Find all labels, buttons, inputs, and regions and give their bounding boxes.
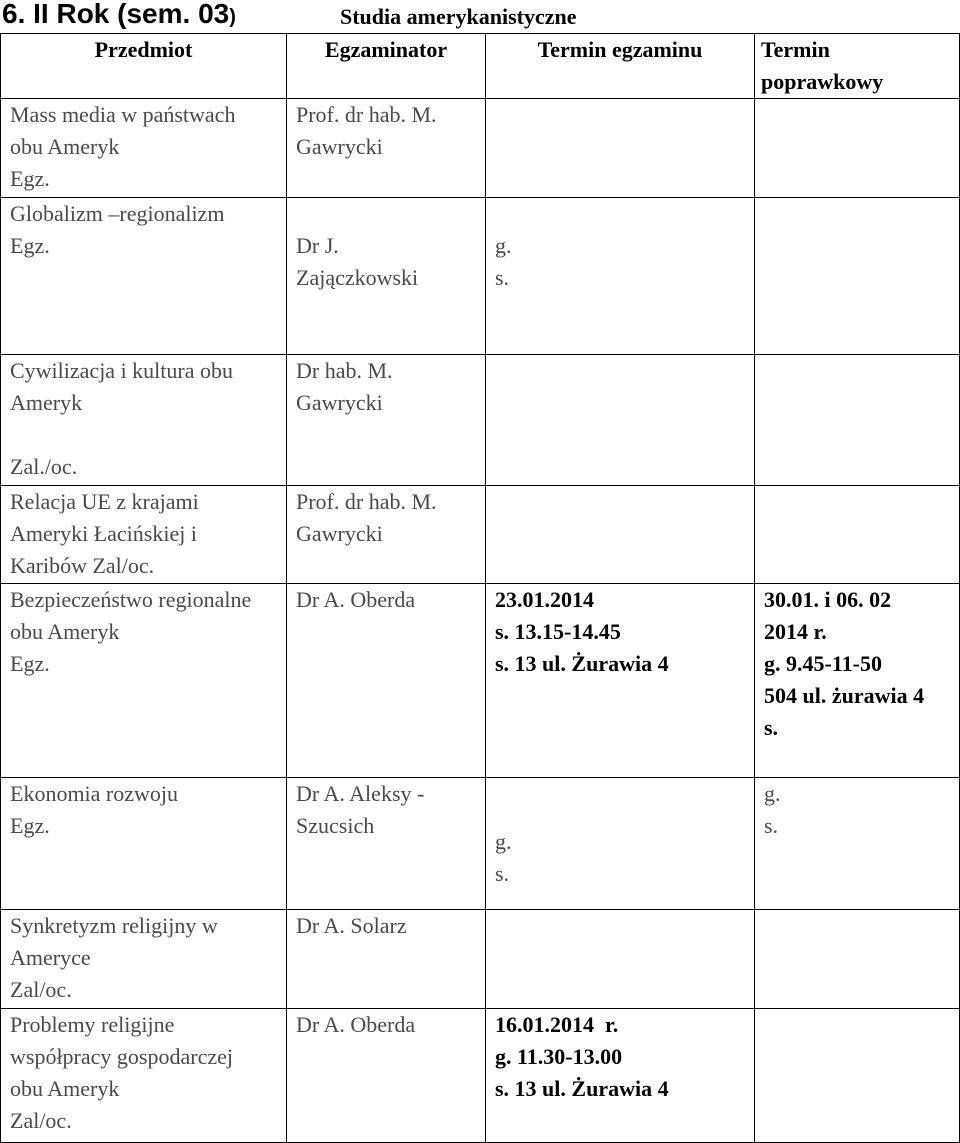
- examiner-line: Dr A. Oberda: [296, 587, 416, 612]
- subject-line: obu Ameryk: [10, 134, 120, 159]
- cell-exam-date: [486, 198, 755, 355]
- table-row: [1, 910, 960, 1009]
- subject-line: Ekonomia rozwoju: [10, 781, 179, 806]
- examiner-line: Dr J.: [296, 233, 339, 258]
- cell-subject: [1, 910, 287, 1009]
- subject-line: Cywilizacja i kultura obu: [10, 358, 233, 383]
- cell-subject: [1, 486, 287, 584]
- col-header-exam-date: Termin egzaminu: [486, 34, 755, 99]
- cell-exam-date: [486, 778, 755, 910]
- table-row: [1, 1009, 960, 1143]
- cell-retake: [755, 778, 960, 910]
- table-row: [1, 355, 960, 486]
- subject-line: Zal/oc.: [10, 977, 72, 1002]
- cell-exam-date: [486, 1009, 755, 1143]
- exam-line: s. 13 ul. Żurawia 4: [495, 1076, 669, 1101]
- subject-line: Globalizm –regionalizm: [10, 201, 225, 226]
- title-paren: ): [229, 6, 236, 28]
- cell-retake: [755, 910, 960, 1009]
- exam-line: 16.01.2014 r.: [495, 1012, 619, 1037]
- table-row: [1, 99, 960, 198]
- col-header-examiner: Egzaminator: [287, 34, 486, 99]
- examiner-line: Prof. dr hab. M.: [296, 489, 437, 514]
- retake-line: g.: [764, 781, 781, 806]
- title-main: [2, 0, 236, 30]
- examiner-line: Gawrycki: [296, 521, 383, 546]
- subject-line: Problemy religijne: [10, 1012, 175, 1037]
- subject-line: współpracy gospodarczej: [10, 1044, 233, 1069]
- cell-exam-date: [486, 99, 755, 198]
- subject-line: Zal/oc.: [10, 1108, 72, 1133]
- subject-line: Egz.: [10, 166, 50, 191]
- cell-examiner: [287, 99, 486, 198]
- cell-examiner: [287, 910, 486, 1009]
- subject-line: Egz.: [10, 651, 50, 676]
- cell-exam-date: [486, 910, 755, 1009]
- col-header-retake-line-1: Termin: [761, 37, 830, 62]
- cell-examiner: [287, 1009, 486, 1143]
- cell-subject: [1, 584, 287, 778]
- cell-retake: [755, 198, 960, 355]
- table-row: [1, 486, 960, 584]
- cell-retake: [755, 584, 960, 778]
- cell-retake: [755, 355, 960, 486]
- subject-line: Ameryk: [10, 390, 83, 415]
- cell-subject: [1, 198, 287, 355]
- table-row: [1, 198, 960, 355]
- retake-line: s.: [764, 715, 779, 740]
- examiner-line: Gawrycki: [296, 390, 383, 415]
- col-header-retake-line-2: poprawkowy: [761, 69, 884, 94]
- subject-line: obu Ameryk: [10, 1076, 120, 1101]
- cell-exam-date: [486, 486, 755, 584]
- exam-line: s.: [495, 861, 510, 886]
- retake-line: 2014 r.: [764, 619, 827, 644]
- col-header-subject: Przedmiot: [1, 34, 287, 99]
- cell-examiner: [287, 198, 486, 355]
- examiner-line: Prof. dr hab. M.: [296, 102, 437, 127]
- cell-examiner: [287, 486, 486, 584]
- exam-line: g.: [495, 829, 512, 854]
- subject-line: Ameryki Łacińskiej i: [10, 521, 197, 546]
- examiner-line: Dr A. Aleksy -: [296, 781, 425, 806]
- retake-line: 30.01. i 06. 02: [764, 587, 892, 612]
- subject-line: Relacja UE z krajami: [10, 489, 199, 514]
- cell-examiner: [287, 778, 486, 910]
- examiner-line: Zajączkowski: [296, 265, 419, 290]
- title-text: 6. II Rok (sem. 03: [2, 0, 230, 29]
- cell-retake: [755, 486, 960, 584]
- retake-line: g. 9.45-11-50: [764, 651, 882, 676]
- examiner-line: Szucsich: [296, 813, 375, 838]
- subject-line: Synkretyzm religijny w: [10, 913, 218, 938]
- cell-examiner: [287, 584, 486, 778]
- table-row: [1, 778, 960, 910]
- cell-subject: [1, 778, 287, 910]
- subject-line: Zal./oc.: [10, 454, 78, 479]
- col-header-retake: [755, 34, 960, 99]
- subject-line: Mass media w państwach: [10, 102, 236, 127]
- examiner-line: Gawrycki: [296, 134, 383, 159]
- title-subtitle: Studia amerykanistyczne: [340, 4, 577, 29]
- exam-line: g. 11.30-13.00: [495, 1044, 623, 1069]
- subject-line: Karibów Zal/oc.: [10, 553, 155, 578]
- subject-line: Egz.: [10, 233, 50, 258]
- exam-line: 23.01.2014: [495, 587, 594, 612]
- cell-subject: [1, 1009, 287, 1143]
- examiner-line: Dr hab. M.: [296, 358, 393, 383]
- cell-subject: [1, 355, 287, 486]
- subject-line: obu Ameryk: [10, 619, 120, 644]
- exam-line: g.: [495, 233, 512, 258]
- cell-exam-date: [486, 584, 755, 778]
- table-header-row: [1, 34, 960, 99]
- exam-schedule-table: [0, 33, 960, 1143]
- exam-line: s.: [495, 265, 510, 290]
- retake-line: 504 ul. żurawia 4: [764, 683, 925, 708]
- cell-exam-date: [486, 355, 755, 486]
- examiner-line: Dr A. Solarz: [296, 913, 407, 938]
- retake-line: s.: [764, 813, 779, 838]
- exam-line: s. 13.15-14.45: [495, 619, 621, 644]
- examiner-line: Dr A. Oberda: [296, 1012, 416, 1037]
- cell-subject: [1, 99, 287, 198]
- cell-retake: [755, 1009, 960, 1143]
- cell-examiner: [287, 355, 486, 486]
- subject-line: Egz.: [10, 813, 50, 838]
- cell-retake: [755, 99, 960, 198]
- table-row: [1, 584, 960, 778]
- exam-line: s. 13 ul. Żurawia 4: [495, 651, 669, 676]
- subject-line: Ameryce: [10, 945, 91, 970]
- subject-line: Bezpieczeństwo regionalne: [10, 587, 252, 612]
